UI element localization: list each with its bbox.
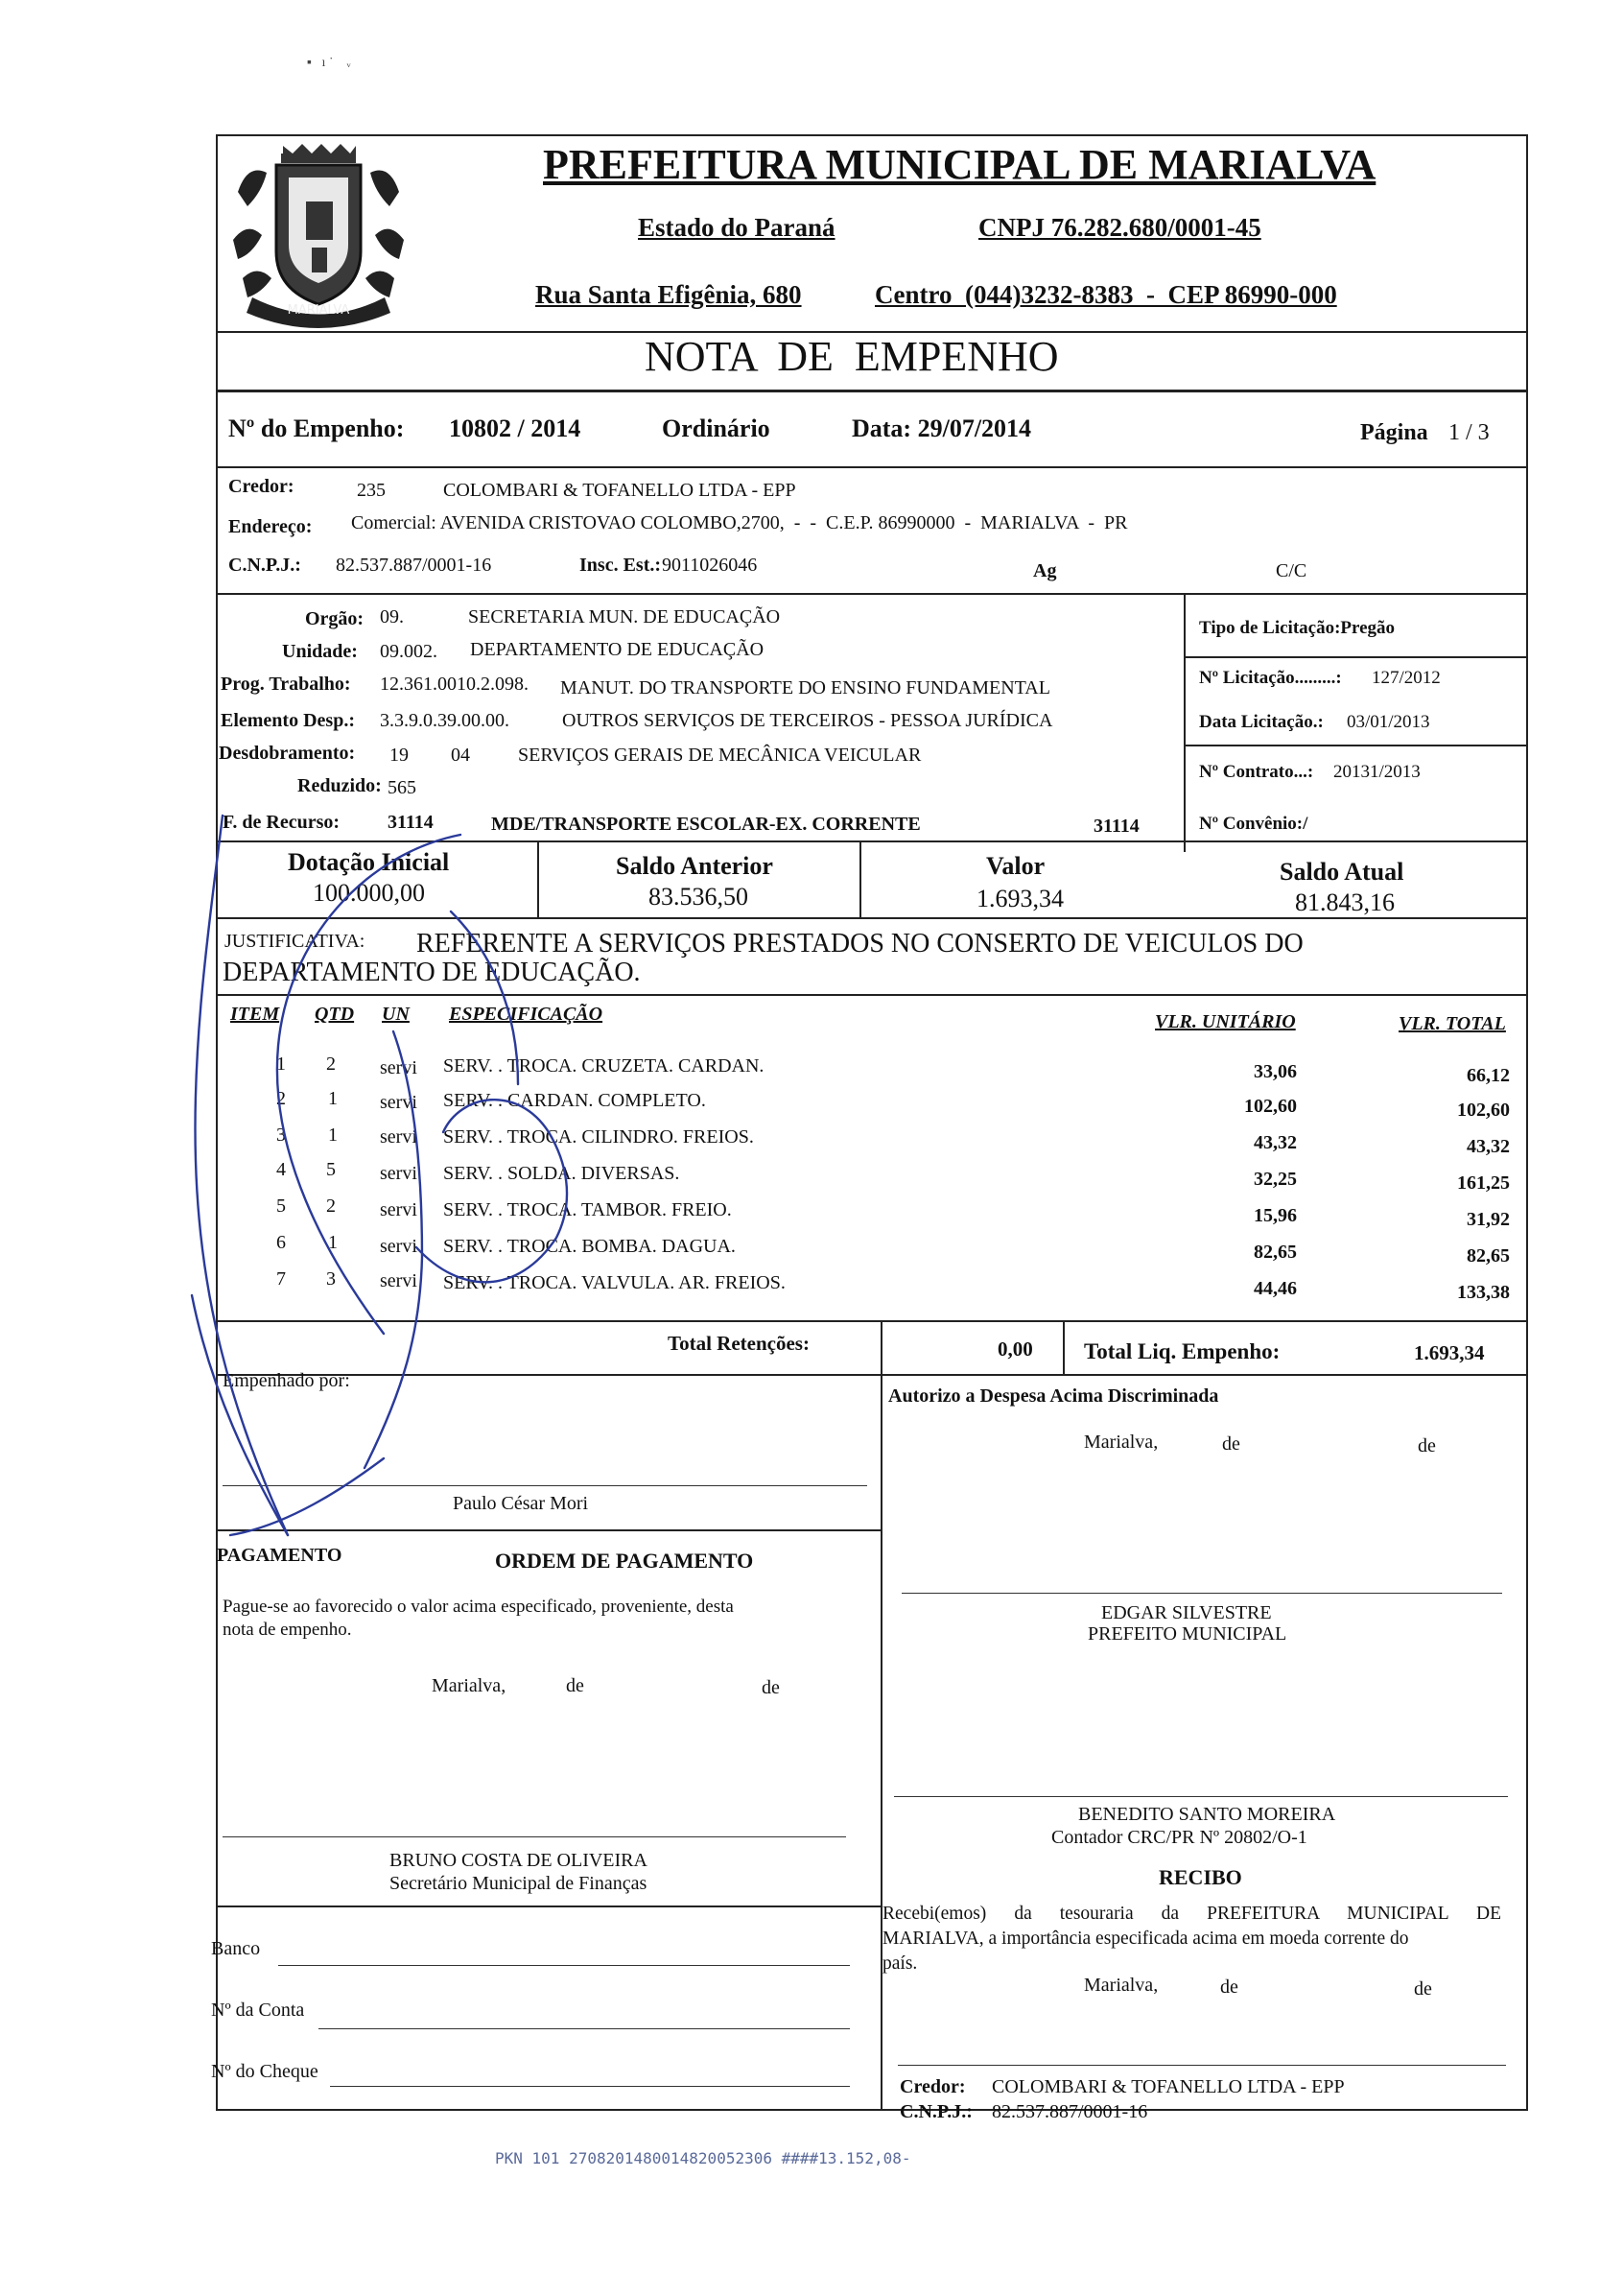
insc-label: Insc. Est.: xyxy=(579,555,662,576)
item-number: 7 xyxy=(276,1268,286,1290)
bank-authentication-stamp: PKN 101 2708201480014820052306 ####13.152,08- xyxy=(495,2149,911,2167)
contador-name: BENEDITO SANTO MOREIRA xyxy=(1078,1804,1336,1825)
divider xyxy=(881,1374,882,2111)
items-header-qtd: QTD xyxy=(315,1004,355,1025)
recibo-cnpj-label: C.N.P.J.: xyxy=(900,2101,973,2122)
pagamento-place: Marialva, xyxy=(432,1675,506,1696)
total-retencoes-label: Total Retenções: xyxy=(668,1332,810,1355)
autorizo-de-2: de xyxy=(1418,1435,1436,1456)
item-qtd: 1 xyxy=(328,1124,338,1146)
item-qtd: 5 xyxy=(326,1159,336,1180)
recibo-de-1: de xyxy=(1220,1976,1238,1998)
recibo-text-line3: país. xyxy=(882,1953,918,1974)
cheque-field[interactable] xyxy=(330,2086,850,2087)
orgao-label: Orgão: xyxy=(305,608,365,629)
pagamento-de-2: de xyxy=(762,1677,780,1698)
page-number: 1 / 3 xyxy=(1448,420,1490,445)
elemento-code: 3.3.9.0.39.00.00. xyxy=(380,710,509,731)
address-label: Endereço: xyxy=(228,516,313,537)
credor-code: 235 xyxy=(357,480,386,501)
credor-label: Credor: xyxy=(228,476,294,497)
licitacao-type: Tipo de Licitação:Pregão xyxy=(1199,618,1396,638)
ordem-pagamento-title: ORDEM DE PAGAMENTO xyxy=(495,1549,754,1573)
credor-name: COLOMBARI & TOFANELLO LTDA - EPP xyxy=(443,480,796,501)
items-header-total: VLR. TOTAL xyxy=(1399,1013,1506,1034)
svg-text:MARIALVA: MARIALVA xyxy=(287,303,350,318)
bruno-role: Secretário Municipal de Finanças xyxy=(389,1873,647,1894)
item-unit-type: servi xyxy=(380,1057,417,1078)
item-unit-type: servi xyxy=(380,1199,417,1220)
total-liq-label: Total Liq. Empenho: xyxy=(1084,1339,1281,1363)
unidade-code: 09.002. xyxy=(380,641,437,662)
item-unit-type: servi xyxy=(380,1163,417,1184)
item-total: 102,60 xyxy=(1457,1100,1510,1121)
recibo-credor-name: COLOMBARI & TOFANELLO LTDA - EPP xyxy=(992,2076,1345,2097)
pagamento-de-1: de xyxy=(566,1675,584,1696)
item-total: 31,92 xyxy=(1467,1209,1510,1230)
signature-line xyxy=(223,1836,846,1837)
desdobramento-name: SERVIÇOS GERAIS DE MECÂNICA VEICULAR xyxy=(518,745,922,766)
prog-name: MANUT. DO TRANSPORTE DO ENSINO FUNDAMENTAL xyxy=(560,677,1050,698)
licitacao-date-label: Data Licitação.: xyxy=(1199,712,1324,732)
cheque-label: Nº do Cheque xyxy=(211,2061,318,2082)
item-description: SERV. . TROCA. CILINDRO. FREIOS. xyxy=(443,1126,754,1148)
valor-label: Valor xyxy=(986,852,1046,880)
recibo-de-2: de xyxy=(1414,1978,1432,2000)
empenho-number-label: Nº do Empenho: xyxy=(228,414,405,442)
divider xyxy=(1184,593,1186,852)
item-description: SERV. . CARDAN. COMPLETO. xyxy=(443,1090,706,1111)
empenho-type: Ordinário xyxy=(662,414,770,442)
conta-field[interactable] xyxy=(318,2028,850,2029)
items-header-item: ITEM xyxy=(230,1004,280,1025)
recibo-cnpj: 82.537.887/0001-16 xyxy=(992,2101,1148,2122)
reduzido-value: 565 xyxy=(388,777,416,798)
item-total: 43,32 xyxy=(1467,1136,1510,1157)
item-total: 82,65 xyxy=(1467,1245,1510,1266)
item-description: SERV. . SOLDA. DIVERSAS. xyxy=(443,1163,680,1184)
item-total: 66,12 xyxy=(1467,1065,1510,1086)
item-number: 5 xyxy=(276,1195,286,1217)
item-qtd: 2 xyxy=(326,1053,336,1075)
divider xyxy=(881,1320,882,1374)
item-qtd: 2 xyxy=(326,1195,336,1217)
prefeito-name: EDGAR SILVESTRE xyxy=(1101,1602,1272,1623)
page-label: Página xyxy=(1360,420,1428,445)
document-title: NOTA DE EMPENHO xyxy=(645,333,1059,380)
saldo-anterior-label: Saldo Anterior xyxy=(616,852,773,880)
contrato-number: 20131/2013 xyxy=(1333,762,1421,782)
item-unit-type: servi xyxy=(380,1092,417,1113)
item-unit-price: 32,25 xyxy=(1254,1169,1297,1190)
contrato-label: Nº Contrato...: xyxy=(1199,762,1314,782)
item-unit-price: 82,65 xyxy=(1254,1242,1297,1263)
autorizo-label: Autorizo a Despesa Acima Discriminada xyxy=(888,1385,1219,1407)
banco-field[interactable] xyxy=(278,1965,850,1966)
item-unit-type: servi xyxy=(380,1270,417,1291)
prog-code: 12.361.0010.2.098. xyxy=(380,674,529,695)
item-number: 2 xyxy=(276,1088,286,1109)
municipality-title: PREFEITURA MUNICIPAL DE MARIALVA xyxy=(543,141,1376,188)
divider xyxy=(1184,745,1528,746)
credor-address: Comercial: AVENIDA CRISTOVAO COLOMBO,2700, - - C.E.P. 86990000 - MARIALVA - PR xyxy=(351,512,1128,533)
saldo-atual-label: Saldo Atual xyxy=(1280,858,1404,886)
pagamento-text-line2: nota de empenho. xyxy=(223,1620,352,1640)
item-unit-price: 44,46 xyxy=(1254,1278,1297,1299)
handwritten-signature xyxy=(173,796,633,1564)
recibo-place: Marialva, xyxy=(1084,1975,1159,1996)
agency-label: Ag xyxy=(1033,560,1057,581)
empenho-number: 10802 / 2014 xyxy=(449,414,581,442)
credor-insc: 9011026046 xyxy=(662,555,758,576)
signature-line xyxy=(898,2065,1506,2066)
municipal-coat-of-arms-logo xyxy=(224,134,413,336)
divider xyxy=(216,390,1528,392)
desdobramento-code: 19 xyxy=(389,745,409,766)
empenhado-label: Empenhado por: xyxy=(223,1370,350,1391)
item-description: SERV. . TROCA. VALVULA. AR. FREIOS. xyxy=(443,1272,786,1293)
elemento-name: OUTROS SERVIÇOS DE TERCEIROS - PESSOA JURÍDICA xyxy=(562,710,1053,731)
dotacao-value: 100.000,00 xyxy=(313,879,425,907)
municipality-cnpj: CNPJ 76.282.680/0001-45 xyxy=(978,213,1261,242)
justificativa-label: JUSTIFICATIVA: xyxy=(224,931,365,952)
recibo-text-line1: Recebi(emos) da tesouraria da PREFEITURA MUNICIPAL DE xyxy=(882,1904,1501,1924)
item-number: 1 xyxy=(276,1053,286,1075)
item-qtd: 1 xyxy=(328,1232,338,1253)
items-header-espec: ESPECIFICAÇÃO xyxy=(449,1004,603,1025)
item-number: 4 xyxy=(276,1159,286,1180)
contador-role: Contador CRC/PR Nº 20802/O-1 xyxy=(1051,1827,1307,1848)
divider xyxy=(216,593,1528,595)
address-rest: Centro (044)3232-8383 - CEP 86990-000 xyxy=(875,280,1337,309)
account-label: C/C xyxy=(1276,560,1307,581)
desdobramento-label: Desdobramento: xyxy=(219,743,356,764)
autorizo-place: Marialva, xyxy=(1084,1432,1159,1453)
licitacao-number-label: Nº Licitação.........: xyxy=(1199,668,1342,688)
empenhado-name: Paulo César Mori xyxy=(453,1493,589,1514)
total-liq-value: 1.693,34 xyxy=(1414,1341,1485,1364)
divider xyxy=(1184,656,1528,658)
item-total: 161,25 xyxy=(1457,1172,1510,1194)
item-unit-type: servi xyxy=(380,1236,417,1257)
fonte-code: 31114 xyxy=(388,812,434,833)
total-retencoes-value: 0,00 xyxy=(998,1337,1033,1361)
divider xyxy=(859,840,861,917)
orgao-name: SECRETARIA MUN. DE EDUCAÇÃO xyxy=(468,606,781,627)
state-name: Estado do Paraná xyxy=(638,213,835,242)
unidade-name: DEPARTAMENTO DE EDUCAÇÃO xyxy=(470,639,765,660)
prefeito-role: PREFEITO MUNICIPAL xyxy=(1088,1623,1287,1645)
recibo-credor-label: Credor: xyxy=(900,2076,966,2097)
elemento-label: Elemento Desp.: xyxy=(221,710,355,731)
autorizo-de-1: de xyxy=(1222,1433,1240,1455)
item-description: SERV. . TROCA. CRUZETA. CARDAN. xyxy=(443,1055,765,1077)
pagamento-text-line1: Pague-se ao favorecido o valor acima especificado, proveniente, desta xyxy=(223,1597,734,1617)
licitacao-date: 03/01/2013 xyxy=(1347,712,1430,732)
item-unit-price: 15,96 xyxy=(1254,1205,1297,1226)
item-unit-price: 33,06 xyxy=(1254,1061,1297,1082)
item-unit-price: 102,60 xyxy=(1244,1096,1297,1117)
empenho-date: Data: 29/07/2014 xyxy=(852,414,1032,442)
banco-label: Banco xyxy=(211,1938,261,1959)
fonte-code-2: 31114 xyxy=(1094,816,1140,837)
credor-cnpj: 82.537.887/0001-16 xyxy=(336,555,492,576)
signature-line xyxy=(894,1796,1508,1797)
valor-value: 1.693,34 xyxy=(976,885,1064,912)
street-address: Rua Santa Efigênia, 680 xyxy=(535,280,802,309)
conta-label: Nº da Conta xyxy=(211,2000,305,2021)
justificativa-text-line1: REFERENTE A SERVIÇOS PRESTADOS NO CONSERTO DE VEICULOS DO xyxy=(416,929,1304,959)
fonte-name: MDE/TRANSPORTE ESCOLAR-EX. CORRENTE xyxy=(491,814,921,835)
item-number: 3 xyxy=(276,1124,286,1146)
divider xyxy=(1063,1320,1065,1374)
convenio-label: Nº Convênio:/ xyxy=(1199,814,1308,834)
desdobramento-sub: 04 xyxy=(451,745,470,766)
item-unit-type: servi xyxy=(380,1126,417,1148)
justificativa-text-line2: DEPARTAMENTO DE EDUCAÇÃO. xyxy=(223,958,641,987)
item-description: SERV. . TROCA. BOMBA. DAGUA. xyxy=(443,1236,736,1257)
divider xyxy=(216,466,1528,468)
recibo-title: RECIBO xyxy=(1159,1865,1242,1889)
item-unit-price: 43,32 xyxy=(1254,1132,1297,1153)
items-header-unit: VLR. UNITÁRIO xyxy=(1155,1011,1296,1032)
item-description: SERV. . TROCA. TAMBOR. FREIO. xyxy=(443,1199,732,1220)
item-total: 133,38 xyxy=(1457,1282,1510,1303)
cnpj-label: C.N.P.J.: xyxy=(228,555,301,576)
orgao-code: 09. xyxy=(380,606,404,627)
pagamento-label: PAGAMENTO xyxy=(217,1545,342,1566)
recibo-text-line2: MARIALVA, a importância especificada acima em moeda corrente do xyxy=(882,1929,1409,1949)
bruno-name: BRUNO COSTA DE OLIVEIRA xyxy=(389,1850,647,1871)
item-qtd: 1 xyxy=(328,1088,338,1109)
licitacao-number: 127/2012 xyxy=(1372,668,1441,688)
reduzido-label: Reduzido: xyxy=(297,775,382,796)
divider xyxy=(216,1905,881,1907)
fonte-label: F. de Recurso: xyxy=(223,812,341,833)
prog-label: Prog. Trabalho: xyxy=(221,674,351,695)
dotacao-label: Dotação Inicial xyxy=(288,848,450,876)
item-number: 6 xyxy=(276,1232,286,1253)
signature-line xyxy=(902,1593,1502,1594)
items-header-un: UN xyxy=(382,1004,410,1025)
unidade-label: Unidade: xyxy=(282,641,358,662)
saldo-atual-value: 81.843,16 xyxy=(1295,888,1395,916)
item-qtd: 3 xyxy=(326,1268,336,1290)
scan-specks: ▪ ı ˙ ᵥ xyxy=(307,56,351,70)
saldo-anterior-value: 83.536,50 xyxy=(648,883,748,911)
